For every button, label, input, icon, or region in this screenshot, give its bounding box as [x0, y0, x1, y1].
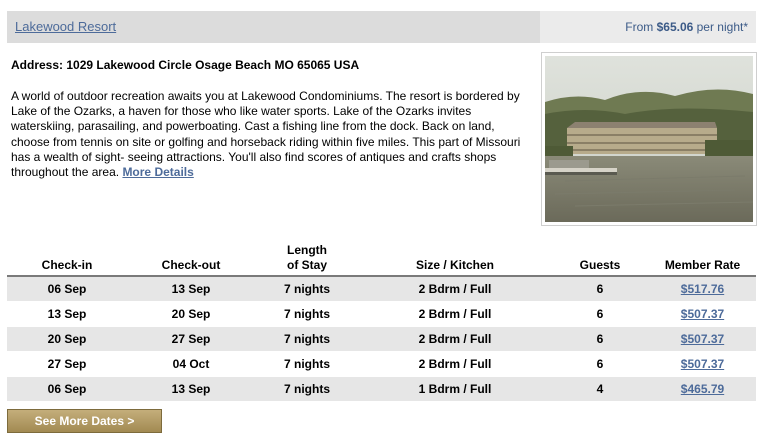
price-value: $65.06	[656, 20, 694, 34]
cell-length: 7 nights	[255, 352, 359, 377]
col-length-line1: Length	[287, 243, 327, 257]
resort-photo	[541, 52, 757, 226]
rate-link[interactable]: $465.79	[680, 382, 725, 396]
rate-link[interactable]: $507.37	[680, 332, 725, 346]
resort-header	[7, 11, 756, 43]
price-from	[625, 20, 748, 34]
price-prefix: From	[625, 20, 657, 34]
cell-length: 7 nights	[255, 302, 359, 327]
cell-checkout: 04 Oct	[127, 352, 255, 377]
resort-description	[11, 89, 523, 180]
cell-checkin: 27 Sep	[7, 352, 127, 377]
cell-rate	[649, 352, 756, 377]
see-more-dates-button[interactable]: See More Dates >	[7, 409, 162, 433]
cell-rate	[649, 377, 756, 402]
availability-table	[7, 238, 756, 401]
col-length	[255, 238, 359, 276]
col-checkout: Check-out	[127, 238, 255, 276]
resort-header-left	[7, 11, 540, 43]
rate-link[interactable]: $507.37	[680, 357, 725, 371]
cell-guests: 6	[551, 302, 649, 327]
col-length-line2: of Stay	[286, 258, 327, 272]
rate-link[interactable]: $507.37	[680, 307, 725, 321]
cell-length: 7 nights	[255, 377, 359, 402]
col-guests: Guests	[551, 238, 649, 276]
cell-checkin: 20 Sep	[7, 327, 127, 352]
cell-rate	[649, 302, 756, 327]
col-size: Size / Kitchen	[359, 238, 551, 276]
table-row	[7, 302, 756, 327]
cell-rate	[649, 276, 756, 302]
table-row	[7, 276, 756, 302]
cell-size: 2 Bdrm / Full	[359, 302, 551, 327]
price-suffix: per night*	[693, 20, 748, 34]
rate-link[interactable]: $517.76	[680, 282, 725, 296]
cell-checkin: 06 Sep	[7, 377, 127, 402]
table-row	[7, 352, 756, 377]
cell-guests: 6	[551, 327, 649, 352]
cell-checkin: 13 Sep	[7, 302, 127, 327]
resort-photo-image	[545, 56, 753, 222]
cell-checkout: 27 Sep	[127, 327, 255, 352]
cell-length: 7 nights	[255, 327, 359, 352]
table-row	[7, 377, 756, 402]
cell-guests: 6	[551, 352, 649, 377]
description-text: A world of outdoor recreation awaits you at Lakewood Condominiums. The resort is bordered by Lake of the Ozarks, a haven for those who like water sports. Lake of the Ozarks invites waterskiing, parasailing, and powerboating. Cast a fishing line from the dock. Back on land, choose from tennis on site or golfing and horseback riding within five miles. This part of Missouri has a wealth of sight- seeing attractions. You'll also find scores of antiques and crafts shops throughout the area.	[11, 89, 521, 180]
cell-rate	[649, 327, 756, 352]
table-header-row	[7, 238, 756, 276]
col-rate: Member Rate	[649, 238, 756, 276]
cell-size: 2 Bdrm / Full	[359, 276, 551, 302]
table-row	[7, 327, 756, 352]
resort-name-link[interactable]: Lakewood Resort	[15, 19, 117, 34]
resort-address: Address: 1029 Lakewood Circle Osage Beach MO 65065 USA	[11, 58, 360, 72]
cell-size: 1 Bdrm / Full	[359, 377, 551, 402]
col-checkin: Check-in	[7, 238, 127, 276]
more-details-link[interactable]: More Details	[122, 165, 194, 180]
cell-guests: 4	[551, 377, 649, 402]
cell-checkin: 06 Sep	[7, 276, 127, 302]
cell-checkout: 13 Sep	[127, 377, 255, 402]
cell-size: 2 Bdrm / Full	[359, 352, 551, 377]
cell-length: 7 nights	[255, 276, 359, 302]
cell-size: 2 Bdrm / Full	[359, 327, 551, 352]
cell-guests: 6	[551, 276, 649, 302]
cell-checkout: 20 Sep	[127, 302, 255, 327]
resort-header-right	[540, 11, 756, 43]
cell-checkout: 13 Sep	[127, 276, 255, 302]
